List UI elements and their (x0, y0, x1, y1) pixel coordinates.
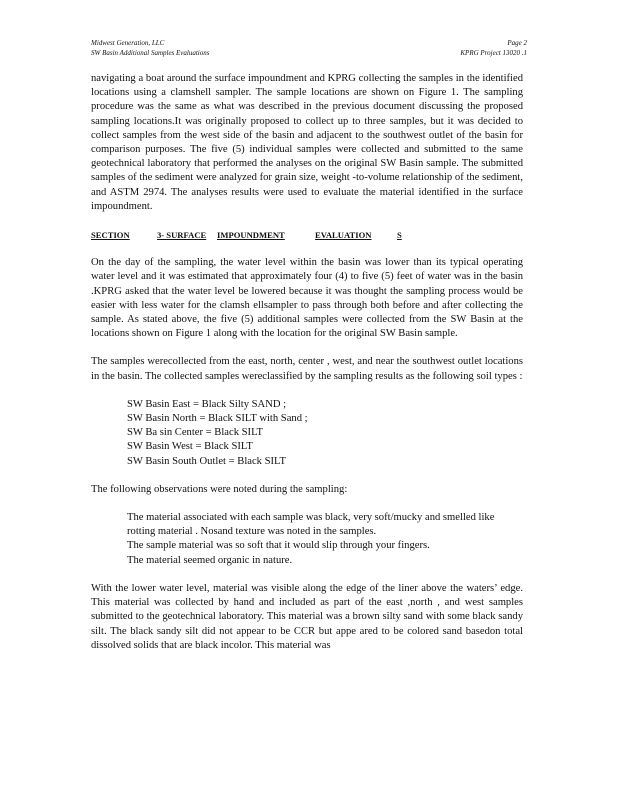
soil-type-text: SW Basin West = Black SILT (127, 441, 253, 453)
section-heading (91, 228, 523, 242)
list-item (111, 539, 523, 553)
header-company: Midwest Generation, LLC (91, 39, 165, 47)
soil-type-text: SW Ba sin Center = Black SILT (127, 427, 264, 439)
document-body (91, 72, 523, 653)
heading-part: S (397, 230, 402, 241)
header-page-number: Page 2 (507, 39, 527, 47)
bullet-icon (111, 398, 127, 412)
list-item (111, 412, 523, 426)
observation-text: The sample material was so soft that it would slip through your fingers. (127, 540, 430, 552)
header-project-number: KPRG Project 13020 .1 (460, 49, 527, 57)
observation-text: The material seemed organic in nature. (127, 554, 293, 566)
paragraph-water-level: On the day of the sampling, the water level within the basin was lower than its typical operating water level and it was estimated that approximately four (4) to five (5) feet of water was in the basin .KPRG asked that the water level be lowered because it was thought the sampling process would be easier with less water for the clamsh ellsampler to pass through both before and after collecting the sample. As stated above, the five (5) additional samples were collected from the SW Basin at the locations shown on Figure 1 along with the location for the original SW Basin sample. (91, 257, 523, 340)
observation-text: The material associated with each sample was black, very soft/mucky and smelled like rotting material . Nosand texture was noted in the samples. (127, 512, 495, 538)
paragraph-liner-material: With the lower water level, material was visible along the edge of the liner above the waters’ edge. This material was collected by hand and included as part of the east ,north , and west samples submitted to the geotechnical laboratory. This material was a brown silty sand with some black sandy silt. The black sandy silt did not appear to be CCR but appe ared to be colored sand basedon total dissolved solids that are black incolor. This material was (91, 582, 523, 651)
bullet-icon (111, 554, 127, 568)
bullet-icon (111, 440, 127, 454)
soil-type-text: SW Basin East = Black Silty SAND ; (127, 398, 287, 410)
bullet-icon (111, 511, 127, 539)
observation-list (91, 511, 523, 568)
bullet-icon (111, 412, 127, 426)
heading-part: IMPOUNDMENT (217, 230, 285, 241)
heading-part: SECTION (91, 230, 130, 241)
bullet-icon (111, 426, 127, 440)
soil-type-text: SW Basin South Outlet = Black SILT (127, 455, 286, 467)
list-item (111, 398, 523, 412)
bullet-icon (111, 539, 127, 553)
paragraph-sampling-procedure: navigating a boat around the surface impoundment and KPRG collecting the samples in the identified locations using a clamshell sampler. The sample locations are shown on Figure 1. The sampling procedure was the same as what was described in the previous document discussing the proposed sampling locations.It was originally proposed to collect up to three samples, but it was decided to collect samples from the west side of the basin and adjacent to the southwest outlet of the basin for comparison purposes. The five (5) individual samples were collected and submitted to the same geotechnical laboratory that performed the analyses on the original SW Basin sample. The submitted samples of the sediment were analyzed for grain size, weight -to-volume relationship of the sediment, and ASTM 2974. The analyses results were used to evaluate the material identified in the surface impoundment. (91, 73, 523, 212)
heading-part: 3- SURFACE (157, 230, 207, 241)
paragraph-observations-intro: The following observations were noted during the sampling: (91, 483, 348, 495)
list-item (111, 426, 523, 440)
page-header (91, 38, 527, 58)
soil-type-list (91, 398, 523, 469)
list-item (111, 511, 523, 539)
soil-type-text: SW Basin North = Black SILT with Sand ; (127, 413, 308, 425)
header-document-title: SW Basin Additional Samples Evaluations (91, 49, 210, 57)
list-item (111, 455, 523, 469)
list-item (111, 440, 523, 454)
bullet-icon (111, 455, 127, 469)
list-item (111, 554, 523, 568)
paragraph-sample-locations: The samples werecollected from the east, north, center , west, and near the southwest outlet locations in the basin. The collected samples wereclassified by the sampling results as the following soil types : (91, 356, 523, 382)
heading-part: EVALUATION (315, 230, 372, 241)
